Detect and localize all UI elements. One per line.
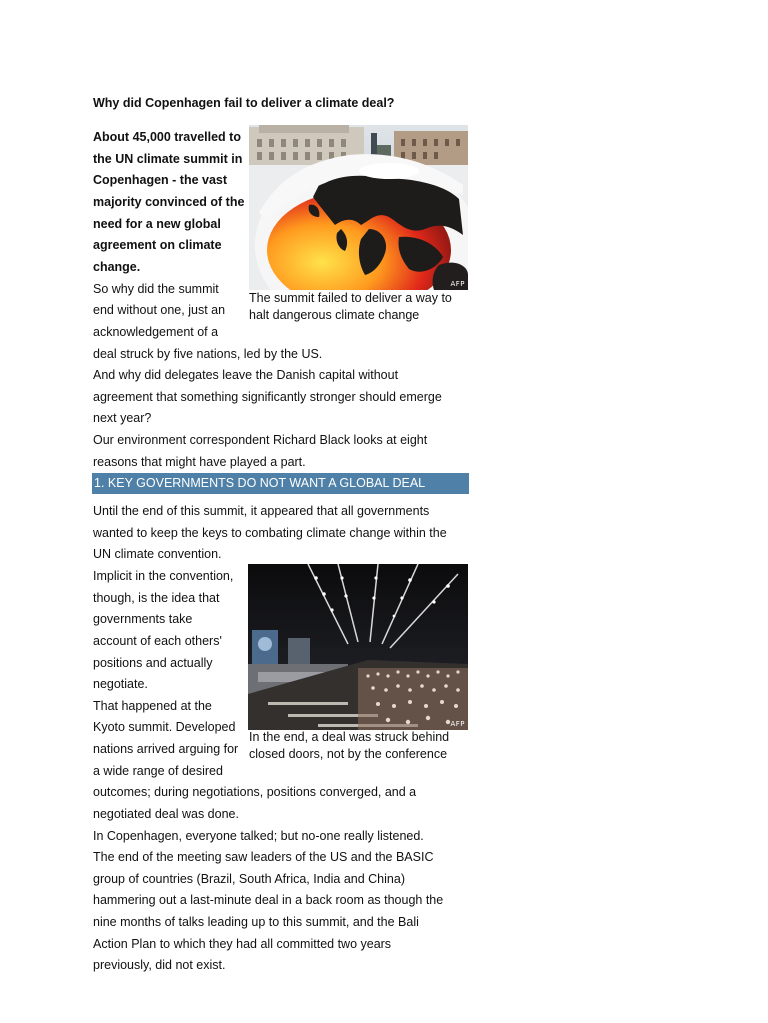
body-line: In Copenhagen, everyone talked; but no-one really listened.	[93, 829, 424, 843]
section-heading-text: 1. KEY GOVERNMENTS DO NOT WANT A GLOBAL DEAL	[94, 476, 426, 490]
body-line: Implicit in the convention,	[93, 569, 234, 583]
body-line: group of countries (Brazil, South Africa, India and China)	[93, 872, 405, 886]
body-line: positions and actually	[93, 656, 213, 670]
body-line: reasons that might have played a part.	[93, 455, 306, 469]
body-line: acknowledgement of a	[93, 325, 219, 339]
conference-hall-photo	[248, 564, 468, 730]
body-line: And why did delegates leave the Danish capital without	[93, 368, 399, 382]
intro-line: majority convinced of the	[93, 195, 245, 209]
body-line: outcomes; during negotiations, positions converged, and a	[93, 785, 417, 799]
image-caption: halt dangerous climate change	[249, 308, 420, 322]
summit-globe-photo	[249, 125, 468, 290]
body-line: negotiated deal was done.	[93, 807, 239, 821]
image-caption: closed doors, not by the conference	[249, 747, 448, 761]
hall-illustration	[248, 564, 468, 730]
article-title: Why did Copenhagen fail to deliver a climate deal?	[93, 96, 395, 110]
body-line: next year?	[93, 411, 152, 425]
body-line: governments take	[93, 612, 193, 626]
body-line: hammering out a last-minute deal in a back room as though the	[93, 893, 444, 907]
section-heading	[92, 473, 469, 494]
image-caption: In the end, a deal was struck behind	[249, 730, 450, 744]
intro-line: the UN climate summit in	[93, 152, 243, 166]
body-line: The end of the meeting saw leaders of the US and the BASIC	[93, 850, 434, 864]
globe-illustration	[249, 125, 468, 290]
body-line: That happened at the	[93, 699, 212, 713]
body-line: deal struck by five nations, led by the US.	[93, 347, 323, 361]
intro-line: Copenhagen - the vast	[93, 173, 228, 187]
body-line: Our environment correspondent Richard Black looks at eight	[93, 433, 428, 447]
body-line: a wide range of desired	[93, 764, 223, 778]
body-line: negotiate.	[93, 677, 148, 691]
body-line: end without one, just an	[93, 303, 226, 317]
image-caption: The summit failed to deliver a way to	[249, 291, 452, 305]
body-line: Until the end of this summit, it appeared that all governments	[93, 504, 430, 518]
intro-line: agreement on climate	[93, 238, 222, 252]
body-line: UN climate convention.	[93, 547, 222, 561]
body-line: account of each others'	[93, 634, 222, 648]
intro-line: change.	[93, 260, 141, 274]
intro-line: About 45,000 travelled to	[93, 130, 241, 144]
body-line: Kyoto summit. Developed	[93, 720, 236, 734]
body-line: So why did the summit	[93, 282, 219, 296]
photo-credit: AFP	[450, 720, 465, 728]
body-line: wanted to keep the keys to combating climate change within the	[93, 526, 447, 540]
body-line: though, is the idea that	[93, 591, 220, 605]
body-line: Action Plan to which they had all committed two years	[93, 937, 392, 951]
body-line: previously, did not exist.	[93, 958, 226, 972]
body-line: nine months of talks leading up to this summit, and the Bali	[93, 915, 419, 929]
photo-credit: AFP	[450, 280, 465, 288]
intro-line: need for a new global	[93, 217, 221, 231]
body-line: agreement that something significantly stronger should emerge	[93, 390, 442, 404]
body-line: nations arrived arguing for	[93, 742, 239, 756]
